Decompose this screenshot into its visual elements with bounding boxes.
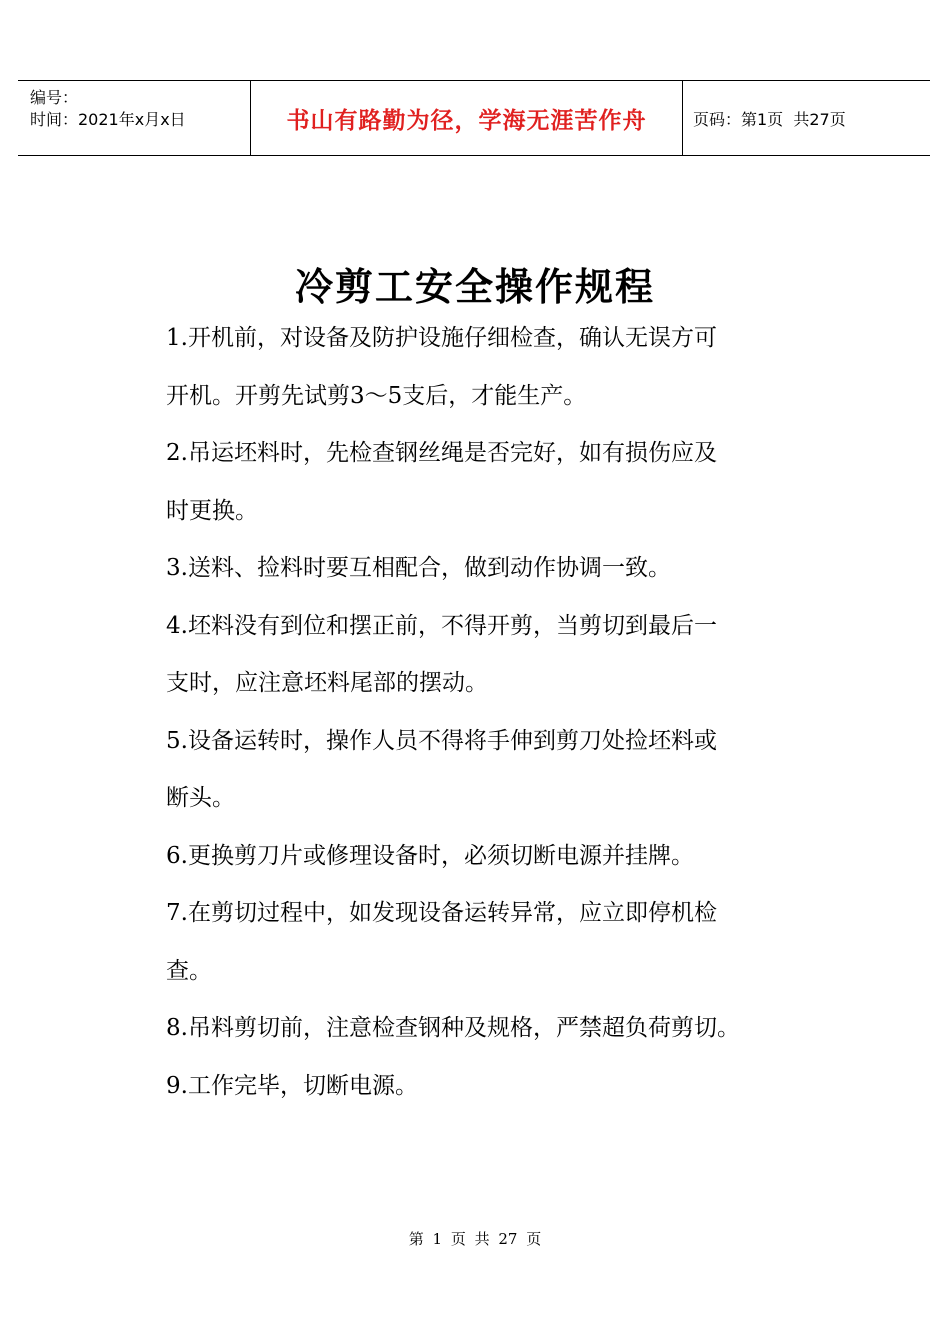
body-line: 3.送料、捡料时要互相配合，做到动作协调一致。 [166,555,671,581]
body-line: 6.更换剪刀片或修理设备时，必须切断电源并挂牌。 [166,842,694,869]
body-line: 断头。 [166,785,235,811]
time-label: 时间：2021年x月x日 [30,110,186,129]
body-line: 4.坯料没有到位和摆正前，不得开剪，当剪切到最后一 [166,612,717,639]
footer-page-number: 第 1 页 共 27 页 [408,1230,542,1248]
header-left-cell [18,81,251,155]
page-footer [0,1228,950,1249]
page-info: 页码：第1页 共27页 [693,109,846,129]
header-right-cell [683,81,930,155]
body-line: 时更换。 [166,497,258,524]
body-text [166,310,796,1115]
body-line: 7.在剪切过程中，如发现设备运转异常，应立即停机检 [166,900,717,926]
body-line: 2.吊运坯料时，先检查钢丝绳是否完好，如有损伤应及 [166,440,717,466]
body-line: 查。 [166,957,212,984]
document-title: 冷剪工安全操作规程 [294,265,655,309]
body-line: 开机。开剪先试剪3～5支后，才能生产。 [166,382,587,409]
body-line: 8.吊料剪切前，注意检查钢种及规格，严禁超负荷剪切。 [166,1015,740,1041]
motto: 书山有路勤为径，学海无涯苦作舟 [286,107,647,134]
body-line: 5.设备运转时，操作人员不得将手伸到剪刀处捡坯料或 [166,727,717,754]
body-line: 支时，应注意坯料尾部的摆动。 [166,670,488,696]
header-middle-cell [251,81,683,155]
number-label: 编号： [30,88,79,107]
header-table [18,80,930,156]
body-line: 9.工作完毕，切断电源。 [166,1072,418,1099]
body-line: 1.开机前，对设备及防护设施仔细检查，确认无误方可 [166,325,717,351]
